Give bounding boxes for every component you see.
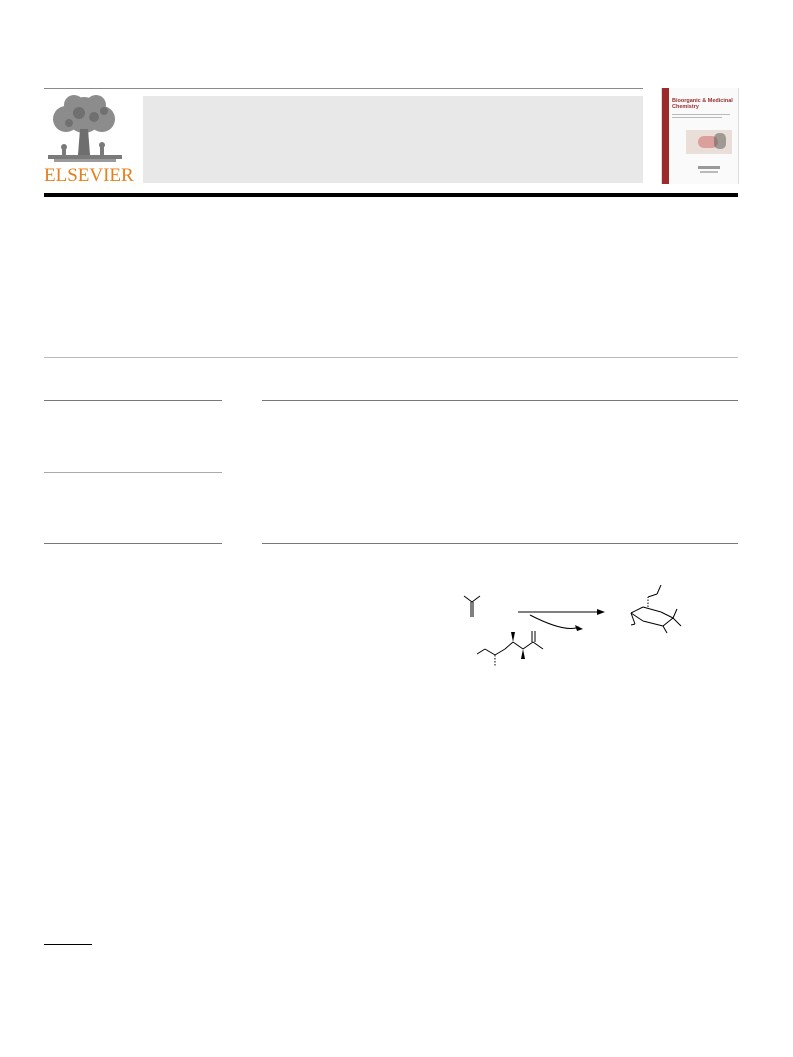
cover-image-detail: [714, 133, 726, 149]
abstract-bottom-rule: [262, 543, 738, 544]
reaction-scheme: [455, 585, 695, 675]
keywords-rule: [44, 472, 222, 473]
article-info-rule: [44, 400, 222, 401]
header-thick-rule: [44, 193, 738, 197]
reagent-structure: [477, 631, 543, 667]
cover-publisher-mark: [700, 171, 718, 173]
starting-material-structure: [464, 596, 480, 617]
cover-stripe: [662, 88, 669, 184]
journal-header-box: [143, 96, 643, 183]
cover-title: Bioorganic & Medicinal Chemistry: [672, 98, 733, 110]
product-structure: [631, 585, 681, 633]
wedge-bond: [521, 649, 525, 659]
wedge-bond: [511, 632, 515, 642]
publisher-tree-logo-icon: [44, 95, 126, 167]
abstract-rule: [262, 400, 738, 401]
cover-subtitle-line: [672, 114, 730, 115]
footnote-rule: [44, 944, 92, 945]
top-rule: [44, 88, 643, 89]
section-rule: [44, 357, 738, 358]
publisher-wordmark: ELSEVIER: [44, 165, 134, 186]
journal-cover-thumbnail: [661, 88, 739, 184]
cover-image: [686, 130, 732, 154]
curved-arrow: [530, 615, 579, 629]
cover-publisher-mark: [698, 166, 720, 169]
left-column-bottom-rule: [44, 543, 222, 544]
cover-subtitle-line: [672, 117, 722, 118]
